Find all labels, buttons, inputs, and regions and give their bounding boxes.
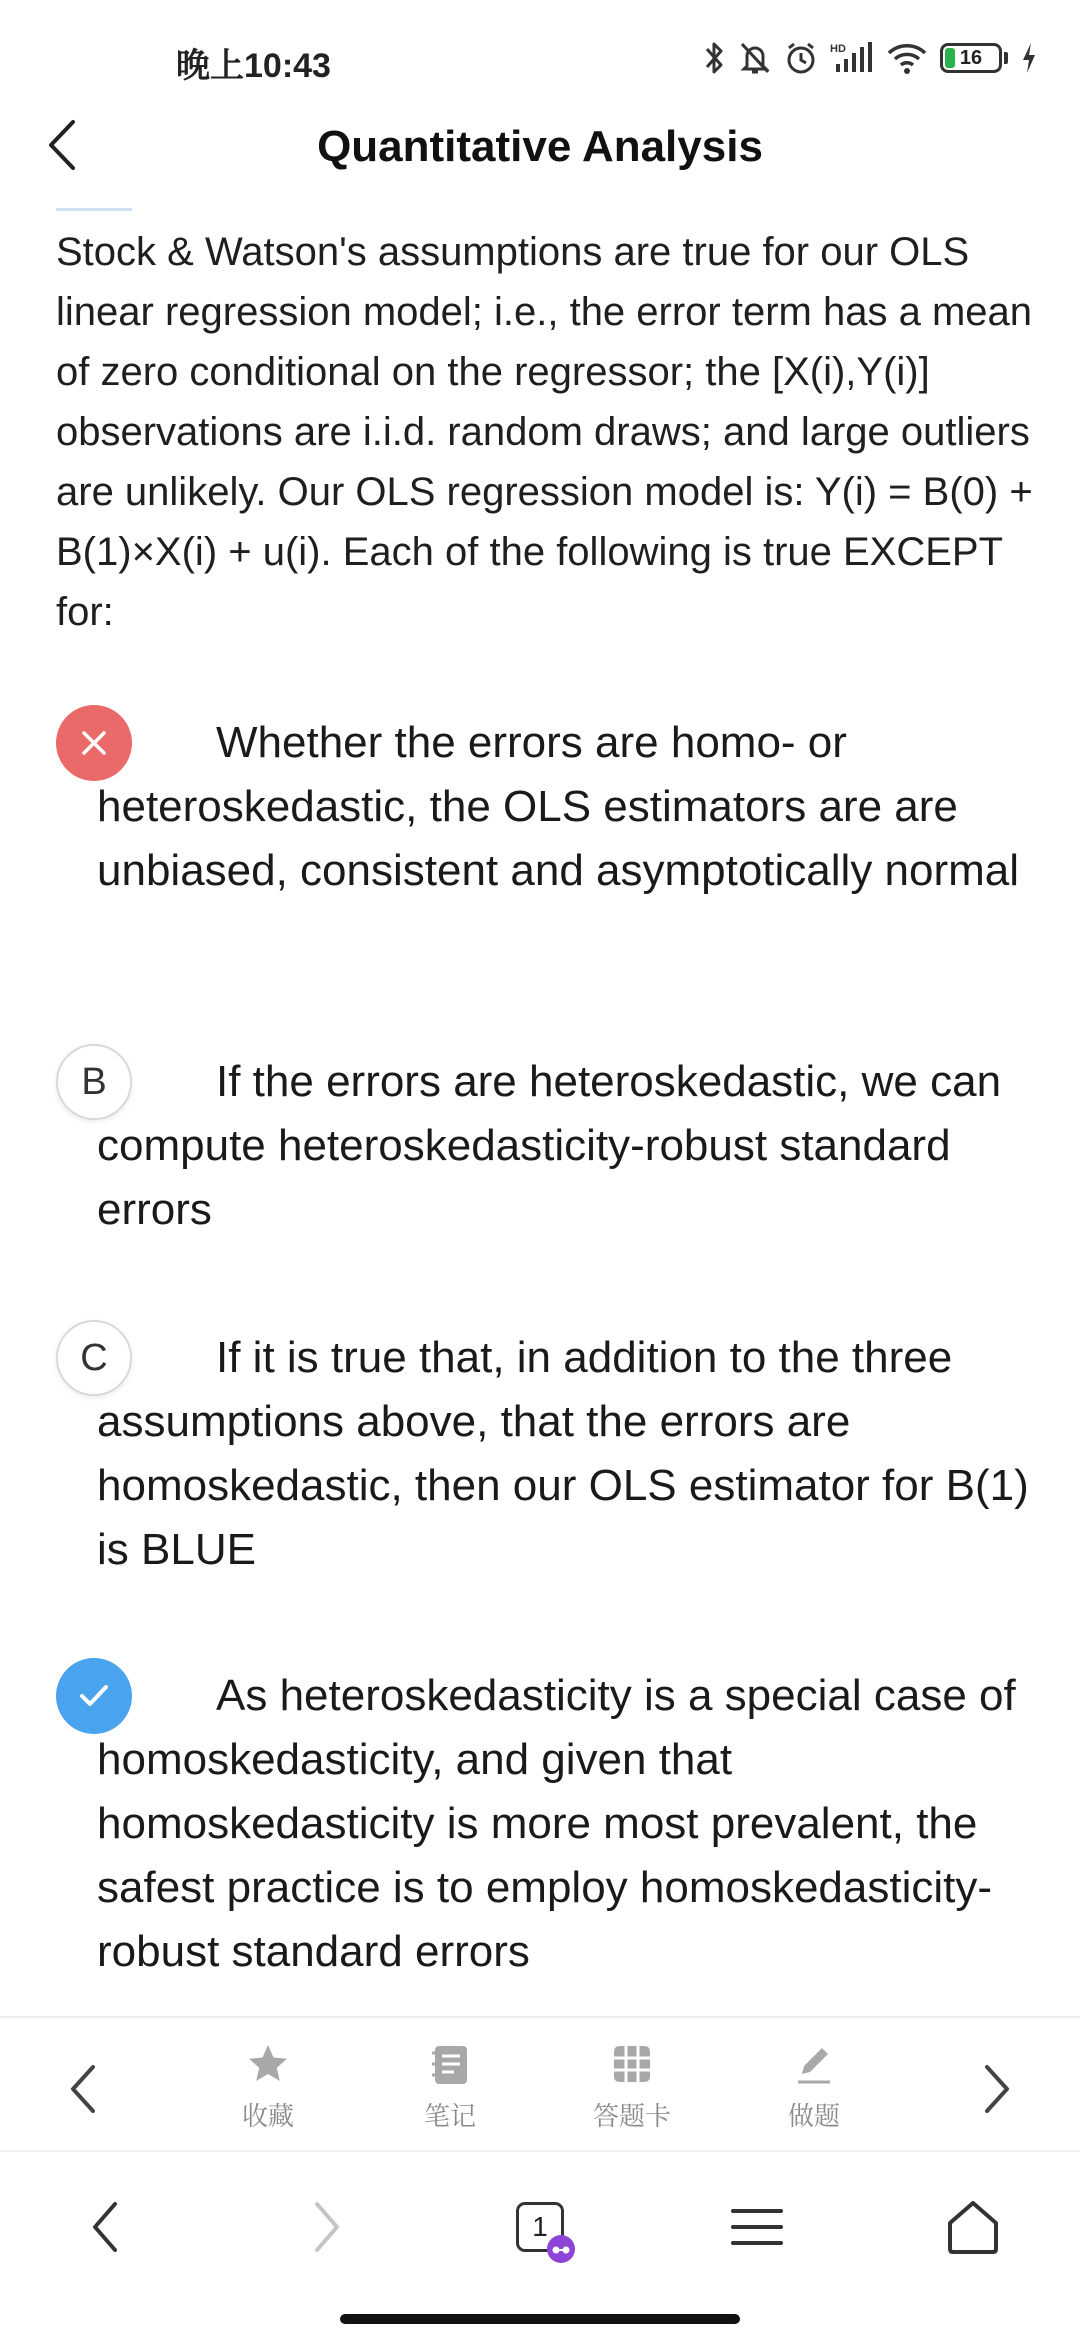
header bbox=[0, 110, 1080, 200]
next-question-button[interactable] bbox=[962, 2054, 1032, 2124]
practice-label: 做题 bbox=[787, 2101, 840, 2131]
tab-count-icon bbox=[516, 2202, 564, 2252]
question-text: Stock & Watson's assumptions are true for our OLS linear regression model; i.e., the error term has a mean of zero conditional on the regressor; the [X(i),Y(i)] observations are i.i.d. random draws; and large outliers are unlikely. Our OLS regression model is: Y(i) = B(0) + B(1)×X(i) + u(i). Each of the following is true EXCEPT for: bbox=[56, 230, 1033, 634]
previous-question-button[interactable] bbox=[48, 2054, 118, 2124]
status-bar bbox=[0, 0, 1080, 118]
hd-signal-icon bbox=[830, 40, 874, 76]
battery-tip bbox=[1004, 52, 1008, 64]
status-icons bbox=[704, 36, 1038, 80]
notebook-icon bbox=[390, 2036, 510, 2092]
star-icon bbox=[208, 2036, 328, 2092]
option-d-text: As heteroskedasticity is a special case of homoskedasticity, and given that homoskedasticity is more most prevalent, the safest practice is to employ homoskedasticity-robust standard errors bbox=[97, 1671, 1016, 1976]
grid-icon bbox=[572, 2036, 692, 2092]
question-toolbar bbox=[0, 2016, 1080, 2152]
charging-icon bbox=[1020, 40, 1038, 76]
notes-label: 笔记 bbox=[423, 2101, 476, 2131]
home-button[interactable] bbox=[928, 2182, 1018, 2272]
svg-text:HD: HD bbox=[830, 43, 846, 55]
wifi-icon bbox=[886, 40, 928, 76]
mute-bell-icon bbox=[738, 40, 772, 76]
chevron-left-icon bbox=[90, 2201, 120, 2253]
favorite-label: 收藏 bbox=[241, 2101, 294, 2131]
practice-button[interactable] bbox=[754, 2036, 874, 2136]
answer-card-label: 答题卡 bbox=[592, 2101, 671, 2131]
pencil-icon bbox=[754, 2036, 874, 2092]
battery-icon bbox=[940, 43, 1002, 73]
chevron-left-icon bbox=[68, 2064, 98, 2114]
home-icon bbox=[944, 2199, 1002, 2255]
chevron-right-icon bbox=[312, 2201, 342, 2253]
notes-button[interactable] bbox=[390, 2036, 510, 2136]
title-underline bbox=[56, 208, 132, 211]
answer-card-button[interactable] bbox=[572, 2036, 692, 2136]
favorite-button[interactable] bbox=[208, 2036, 328, 2136]
option-c-marker: C bbox=[56, 1320, 132, 1396]
chevron-right-icon bbox=[982, 2064, 1012, 2114]
browser-back-button[interactable] bbox=[60, 2182, 150, 2272]
hamburger-menu-icon bbox=[730, 2205, 784, 2249]
menu-button[interactable] bbox=[712, 2182, 802, 2272]
browser-forward-button[interactable] bbox=[282, 2182, 372, 2272]
option-b-text: If the errors are heteroskedastic, we can compute heteroskedasticity-robust standard errors bbox=[97, 1057, 1002, 1234]
option-c-text: If it is true that, in addition to the three assumptions above, that the errors are homoskedastic, then our OLS estimator for B(1) is BLUE bbox=[97, 1333, 1029, 1574]
page-title: Quantitative Analysis bbox=[317, 122, 763, 171]
home-indicator[interactable] bbox=[340, 2314, 740, 2324]
tab-count: 1 bbox=[532, 2211, 548, 2242]
option-a-text: Whether the errors are homo- or heteroskedastic, the OLS estimators are are unbiased, consistent and asymptotically normal bbox=[97, 718, 1020, 895]
battery-level: 16 bbox=[959, 46, 983, 69]
bluetooth-icon bbox=[704, 40, 726, 76]
status-time: 晚上10:43 bbox=[176, 47, 331, 85]
browser-navigation-bar bbox=[0, 2150, 1080, 2302]
tabs-button[interactable] bbox=[495, 2182, 585, 2272]
incognito-icon bbox=[547, 2235, 575, 2263]
option-b-marker: B bbox=[56, 1044, 132, 1120]
alarm-icon bbox=[784, 40, 818, 76]
